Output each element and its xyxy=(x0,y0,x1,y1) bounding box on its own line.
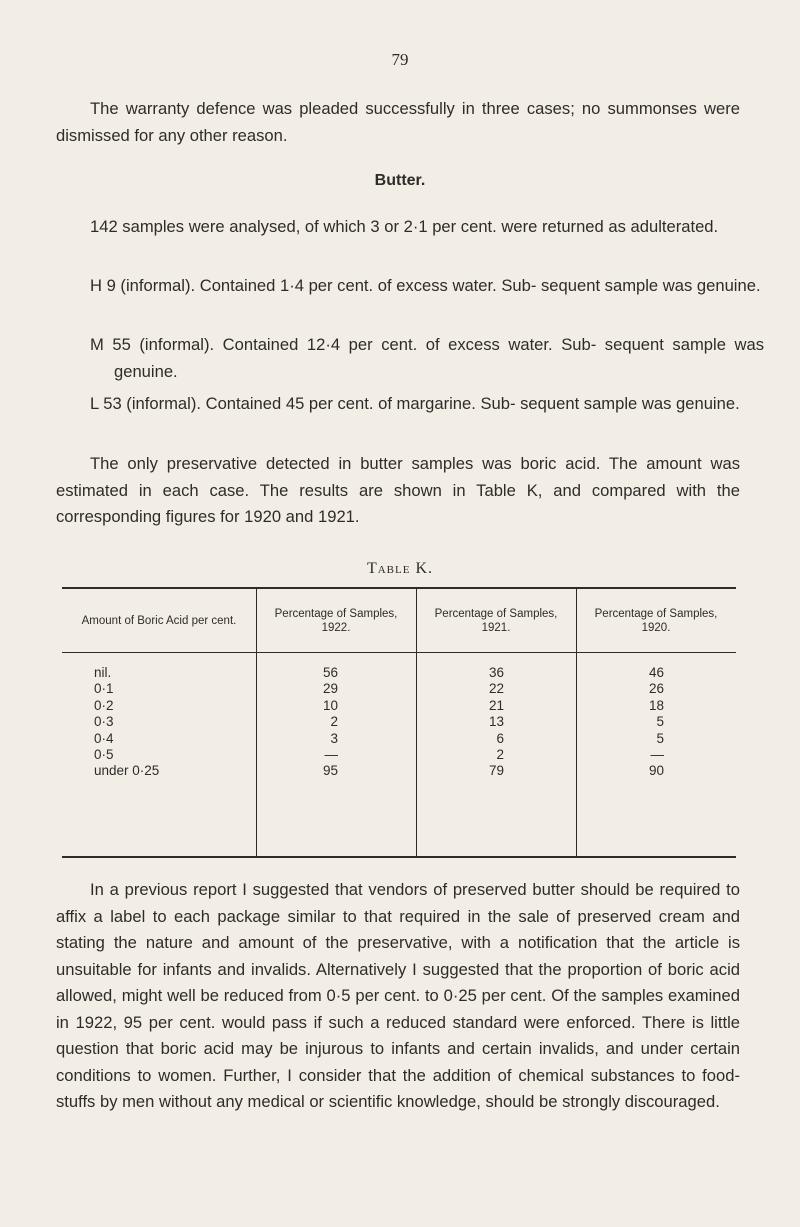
header-amount: Amount of Boric Acid per cent. xyxy=(81,615,237,627)
table-cell: 29 xyxy=(322,681,338,697)
table-cell: nil. xyxy=(94,665,112,680)
table-cell: 21 xyxy=(488,697,504,713)
table-cell: 22 xyxy=(488,681,504,697)
sample-entry-h9: H 9 (informal). Contained 1·4 per cent. of excess water. Sub- sequent sample was genuine. xyxy=(90,276,761,295)
sample-entry-m55: M 55 (informal). Contained 12·4 per cent. of excess water. Sub- sequent sample was genuine. xyxy=(90,335,764,381)
table-cell: 6 xyxy=(496,730,504,746)
table-column-divider xyxy=(416,589,417,856)
table-column-divider xyxy=(576,589,577,856)
table-cell: 56 xyxy=(322,665,338,680)
intro-paragraph: The warranty defence was pleaded successfully in three cases; no summonses were dismissed for any other reason. xyxy=(56,99,740,145)
preservative-paragraph: The only preservative detected in butter samples was boric acid. The amount was estimated in each case. The results are shown in Table K, and compared with the corresponding figures for 1920 and 1921. xyxy=(56,454,740,526)
table-cell: 0·4 xyxy=(94,730,114,746)
table-cell: 90 xyxy=(648,763,664,779)
table-cell: under 0·25 xyxy=(94,763,160,779)
table-cell: 18 xyxy=(648,697,664,713)
table-cell: — xyxy=(650,746,664,762)
table-header-rule xyxy=(62,652,736,653)
sample-entry-l53: L 53 (informal). Contained 45 per cent. of margarine. Sub- sequent sample was genuine. xyxy=(90,394,740,413)
closing-paragraph: In a previous report I suggested that vendors of preserved butter should be required to affix a label to each package similar to that required in the sale of preserved cream and stating the nature and amount of the preservative, with a notification that the article is unsuitable for infants and invalids. Alternatively I suggested that the proportion of boric acid allowed, might well be reduced from 0·5 per cent. to 0·25 per cent. Of the samples examined in 1922, 95 per cent. would pass if such a reduced standard were enforced. There is little question that boric acid may be injurous to infants and certain invalids, and under certain conditions to women. Further, I consider that the addition of chemical substances to food-stuffs by men without any medical or scientific knowledge, should be strongly discouraged. xyxy=(56,880,740,1111)
section-heading: Butter. xyxy=(374,172,426,189)
table-cell: 46 xyxy=(648,665,664,680)
table-cell: 2 xyxy=(496,746,504,762)
column-amount xyxy=(62,665,256,780)
table-cell: 5 xyxy=(656,730,664,746)
table-cell: 0·5 xyxy=(94,746,114,762)
column-1922 xyxy=(298,665,338,780)
column-1921 xyxy=(464,665,504,780)
table-cell: 26 xyxy=(648,681,664,697)
table-top-rule xyxy=(62,587,736,589)
table-cell: 3 xyxy=(330,730,338,746)
table-cell: 10 xyxy=(322,697,338,713)
column-1920 xyxy=(624,665,664,780)
table-cell: — xyxy=(324,746,338,762)
table-bottom-rule xyxy=(62,856,736,858)
table-cell: 36 xyxy=(488,665,504,680)
table-title: Table K. xyxy=(366,560,434,577)
page-number: 79 xyxy=(391,50,409,69)
summary-paragraph: 142 samples were analysed, of which 3 or 2·1 per cent. were returned as adulterated. xyxy=(90,217,719,236)
boric-acid-table xyxy=(62,587,736,859)
table-cell: 95 xyxy=(322,763,338,779)
header-1921: Percentage of Samples, 1921. xyxy=(434,608,558,634)
table-cell: 79 xyxy=(488,763,504,779)
table-cell: 5 xyxy=(656,714,664,730)
table-column-divider xyxy=(256,589,257,856)
header-1920: Percentage of Samples, 1920. xyxy=(594,608,718,634)
table-cell: 0·2 xyxy=(94,697,114,713)
table-cell: 13 xyxy=(488,714,504,730)
table-cell: 0·1 xyxy=(94,681,114,697)
table-cell: 0·3 xyxy=(94,714,114,730)
table-cell: 2 xyxy=(330,714,338,730)
header-1922: Percentage of Samples, 1922. xyxy=(274,608,398,634)
